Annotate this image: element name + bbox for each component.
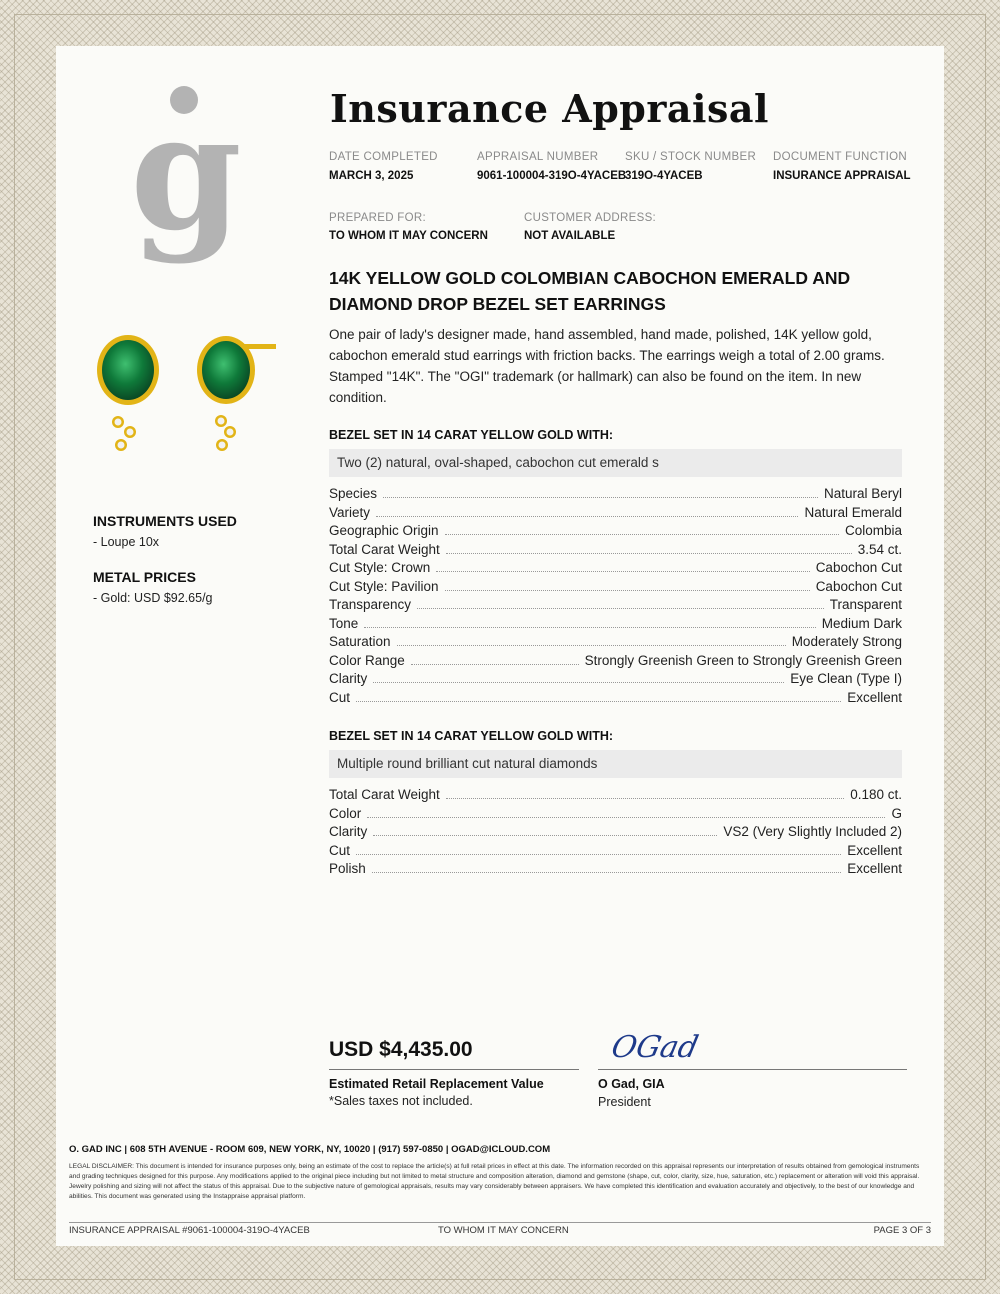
property-name: Geographic Origin	[329, 523, 439, 538]
company-info: O. GAD INC | 608 5TH AVENUE - ROOM 609, NEW YORK, NY, 10020 | (917) 597-0850 | OGAD@ICLOUD.COM	[69, 1144, 551, 1155]
dot-leader	[356, 844, 841, 855]
item-description: One pair of lady's designer made, hand assembled, hand made, polished, 14K yellow gold, cabochon emerald stud earrings with friction backs. The earrings weigh a total of 2.00 grams. Stamped "14K". The "OGI" trademark (or hallmark) can also be found on the item. In new condition.	[329, 327, 885, 405]
property-value: Cabochon Cut	[815, 560, 902, 575]
dot-leader	[372, 862, 841, 873]
brand-logo-icon	[130, 78, 242, 283]
diamond-properties	[329, 787, 902, 880]
property-row	[329, 806, 902, 825]
appraised-value: USD $4,435.00	[329, 1038, 473, 1061]
dot-leader	[376, 506, 798, 517]
property-value: Medium Dark	[821, 615, 902, 631]
property-name: Color	[329, 805, 362, 821]
dot-leader	[411, 654, 579, 665]
property-name: Cut	[329, 689, 351, 705]
dot-leader	[373, 672, 784, 683]
property-name: Tone	[329, 615, 359, 631]
appraisal-number-value: 9061-100004-319O-4YACEB	[477, 170, 627, 182]
property-value: 0.180 ct.	[850, 787, 902, 802]
dot-leader	[367, 807, 885, 818]
item-title-line1: 14K YELLOW GOLD COLOMBIAN CABOCHON EMERALD AND	[329, 268, 851, 288]
dot-leader	[446, 788, 844, 799]
property-name: Transparency	[329, 597, 412, 612]
prepared-for-label: PREPARED FOR:	[329, 212, 426, 224]
property-value: Moderately Strong	[791, 634, 902, 649]
property-value: Cabochon Cut	[815, 578, 902, 594]
footer-appraisal-id: INSURANCE APPRAISAL #9061-100004-319O-4YACEB	[69, 1225, 310, 1236]
property-name: Cut Style: Pavilion	[329, 578, 439, 594]
property-value: Colombia	[844, 523, 902, 538]
property-row	[329, 542, 902, 561]
dot-leader	[436, 561, 809, 572]
property-row	[329, 690, 902, 709]
logo-letter: g	[130, 78, 242, 266]
property-name: Color Range	[329, 652, 405, 668]
page-title: Insurance Appraisal	[330, 86, 769, 131]
sku-label: SKU / STOCK NUMBER	[625, 151, 757, 163]
legal-disclaimer: LEGAL DISCLAIMER: This document is intended for insurance purposes only, being an estimate of the cost to replace the article(s) at full retail prices in effect at this date. The information recorded on this appraisal represents our interpretation of results obtained from gemological instruments and grading techniques designed for this purpose. Any modifications applied to the original piece including but not limited to metal structure and composition alteration, diamond and gemstone (shape, cut, color, clarity, size, hue, saturation, etc.) replacement or alteration will void this appraisal. Jewelry polishing and sizing will not affect the status of this appraisal. Due to the subjective nature of gemological appraisals, results may vary considerably between appraisers. We have completed this identification and evaluation accurately and objectively, to the best of our knowledge and abilities. This document was generated using the Instappraise appraisal platform.	[69, 1163, 920, 1200]
emerald-summary: Two (2) natural, oval-shaped, cabochon cut emerald s	[337, 455, 659, 470]
property-row	[329, 787, 902, 806]
property-row	[329, 579, 902, 598]
metal-prices-value: - Gold: USD $92.65/g	[93, 591, 213, 605]
property-name: Species	[329, 486, 378, 501]
dot-leader	[417, 598, 824, 609]
property-value: G	[891, 805, 902, 821]
earrings-photo	[93, 334, 278, 469]
property-name: Cut Style: Crown	[329, 560, 431, 575]
diamond-section-title: BEZEL SET IN 14 CARAT YELLOW GOLD WITH:	[329, 729, 614, 743]
dot-leader	[364, 617, 815, 628]
emerald-summary-bar	[329, 449, 902, 477]
property-row	[329, 653, 902, 672]
dot-leader	[445, 580, 810, 591]
property-row	[329, 634, 902, 653]
dot-leader	[445, 524, 839, 535]
property-row	[329, 861, 902, 880]
footer-recipient: TO WHOM IT MAY CONCERN	[438, 1225, 569, 1236]
property-value: Natural Emerald	[804, 504, 902, 520]
property-row	[329, 523, 902, 542]
dot-leader	[356, 691, 841, 702]
property-value: Excellent	[847, 861, 902, 876]
dot-leader	[373, 825, 717, 836]
property-name: Clarity	[329, 824, 368, 839]
prepared-for-value: TO WHOM IT MAY CONCERN	[329, 230, 488, 242]
dot-leader	[383, 487, 818, 498]
dot-leader	[397, 635, 786, 646]
date-label: DATE COMPLETED	[329, 151, 438, 163]
property-name: Polish	[329, 861, 366, 876]
property-value: Eye Clean (Type I)	[790, 671, 902, 686]
signature-line	[598, 1069, 907, 1070]
property-row	[329, 597, 902, 616]
instruments-value: - Loupe 10x	[93, 535, 160, 549]
dot-leader	[446, 543, 852, 554]
property-value: Natural Beryl	[823, 486, 902, 501]
property-value: Excellent	[847, 842, 902, 858]
tax-note: *Sales taxes not included.	[329, 1094, 473, 1108]
item-title-line2: DIAMOND DROP BEZEL SET EARRINGS	[329, 294, 666, 314]
property-name: Clarity	[329, 671, 368, 686]
property-row	[329, 486, 902, 505]
property-value: Strongly Greenish Green to Strongly Greenish Green	[584, 652, 902, 668]
footer-divider	[69, 1222, 931, 1223]
appraisal-number-label: APPRAISAL NUMBER	[477, 151, 599, 163]
property-row	[329, 824, 902, 843]
property-value: Excellent	[847, 689, 902, 705]
item-title	[329, 265, 889, 317]
property-value: 3.54 ct.	[857, 541, 902, 557]
property-value: VS2 (Very Slightly Included 2)	[723, 824, 902, 839]
property-row	[329, 560, 902, 579]
emerald-properties	[329, 486, 902, 708]
property-row	[329, 505, 902, 524]
signer-title: President	[598, 1095, 651, 1109]
property-name: Cut	[329, 842, 351, 858]
property-name: Saturation	[329, 634, 391, 649]
emerald-section-title: BEZEL SET IN 14 CARAT YELLOW GOLD WITH:	[329, 428, 614, 442]
value-label: Estimated Retail Replacement Value	[329, 1077, 544, 1091]
metal-prices-heading: METAL PRICES	[93, 569, 196, 585]
document-function-label: DOCUMENT FUNCTION	[773, 151, 907, 163]
date-value: MARCH 3, 2025	[329, 170, 414, 182]
property-row	[329, 671, 902, 690]
property-name: Total Carat Weight	[329, 541, 440, 557]
property-row	[329, 843, 902, 862]
diamond-summary: Multiple round brilliant cut natural diamonds	[337, 756, 598, 771]
property-row	[329, 616, 902, 635]
footer-page-number: PAGE 3 OF 3	[873, 1225, 931, 1236]
signer-name: O Gad, GIA	[598, 1077, 665, 1091]
sku-value: 319O-4YACEB	[625, 170, 703, 182]
customer-address-value: NOT AVAILABLE	[524, 230, 616, 242]
diamond-summary-bar	[329, 750, 902, 778]
property-value: Transparent	[829, 597, 902, 612]
signature-icon: OGad	[608, 1030, 702, 1065]
instruments-heading: INSTRUMENTS USED	[93, 513, 237, 529]
value-underline	[329, 1069, 579, 1070]
property-name: Variety	[329, 504, 371, 520]
left-earring	[97, 335, 159, 451]
property-name: Total Carat Weight	[329, 787, 440, 802]
customer-address-label: CUSTOMER ADDRESS:	[524, 212, 657, 224]
document-function-value: INSURANCE APPRAISAL	[773, 170, 911, 182]
right-earring	[197, 336, 276, 451]
